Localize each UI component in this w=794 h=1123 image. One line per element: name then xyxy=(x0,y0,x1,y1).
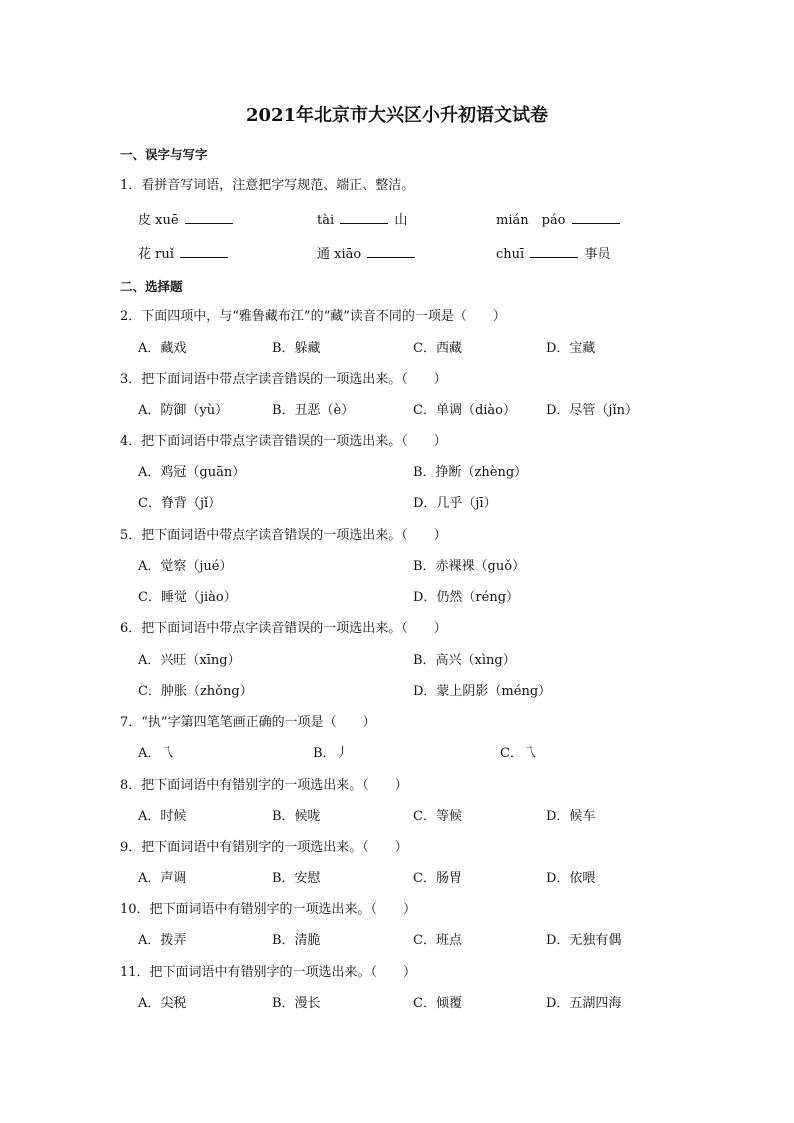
option-a[interactable]: A．藏戏 xyxy=(138,341,187,356)
option-c[interactable]: C．班点 xyxy=(413,933,462,948)
question-5-stem: 5．把下面词语中带点字读音错误的一项选出来。（ ） xyxy=(120,528,447,543)
option-a[interactable]: A．兴旺（xīng） xyxy=(138,653,241,668)
pinyin-item-5 xyxy=(317,243,417,265)
option-c[interactable]: C．单调（diào） xyxy=(413,403,517,418)
page-title: 2021年北京市大兴区小升初语文试卷 xyxy=(245,105,549,126)
pinyin-label: tài xyxy=(317,213,335,228)
option-b[interactable]: B．漫长 xyxy=(272,996,321,1011)
option-d[interactable]: D．宝藏 xyxy=(546,341,596,356)
question-4-stem: 4．把下面词语中带点字读音错误的一项选出来。（ ） xyxy=(120,434,447,449)
pinyin-item-6 xyxy=(496,243,610,265)
option-b[interactable]: B．清脆 xyxy=(272,933,321,948)
answer-blank[interactable] xyxy=(180,243,228,258)
question-11-stem: 11．把下面词语中有错别字的一项选出来。（ ） xyxy=(120,965,417,980)
option-b[interactable]: B．躲藏 xyxy=(272,341,321,356)
option-a[interactable]: A．觉察（jué） xyxy=(138,559,233,574)
option-b[interactable]: B．高兴（xìng） xyxy=(413,653,516,668)
option-a[interactable]: A．鸡冠（guān） xyxy=(138,465,246,480)
pinyin-label: chuī xyxy=(496,247,525,262)
option-d[interactable]: D．五湖四海 xyxy=(546,996,622,1011)
option-d[interactable]: D．依喂 xyxy=(546,871,596,886)
pinyin-item-3 xyxy=(496,209,622,231)
question-8-stem: 8．把下面词语中有错别字的一项选出来。（ ） xyxy=(120,778,408,793)
section-heading-2: 二、选择题 xyxy=(120,279,183,294)
option-d[interactable]: D．无独有偶 xyxy=(546,933,622,948)
pinyin-label: 皮 xuē xyxy=(138,213,179,228)
option-d[interactable]: D．候车 xyxy=(546,809,596,824)
option-a[interactable]: A．尖税 xyxy=(138,996,187,1011)
answer-blank[interactable] xyxy=(572,209,620,224)
pinyin-label: 花 ruǐ xyxy=(138,247,174,262)
question-9-stem: 9．把下面词语中有错别字的一项选出来。（ ） xyxy=(120,840,408,855)
option-c[interactable]: C．脊背（jǐ） xyxy=(138,496,222,511)
pinyin-item-1 xyxy=(138,209,235,231)
option-d[interactable]: D．蒙上阴影（méng） xyxy=(413,684,552,699)
question-6-stem: 6．把下面词语中带点字读音错误的一项选出来。（ ） xyxy=(120,621,447,636)
option-a[interactable]: A．声调 xyxy=(138,871,187,886)
answer-blank[interactable] xyxy=(367,243,415,258)
option-a[interactable]: A．时候 xyxy=(138,809,187,824)
option-c[interactable]: C．乁 xyxy=(500,746,536,761)
option-b[interactable]: B．挣断（zhèng） xyxy=(413,465,528,480)
pinyin-label: mián páo xyxy=(496,213,566,228)
option-b[interactable]: B．赤裸裸（guǒ） xyxy=(413,559,526,574)
option-c[interactable]: C．肠胃 xyxy=(413,871,462,886)
option-a[interactable]: A．防御（yù） xyxy=(138,403,229,418)
pinyin-item-4 xyxy=(138,243,230,265)
option-c[interactable]: C．睡觉（jiào） xyxy=(138,590,237,605)
option-c[interactable]: C．西藏 xyxy=(413,341,462,356)
question-1-stem: 1．看拼音写词语，注意把字写规范、端正、整洁。 xyxy=(120,178,415,193)
question-10-stem: 10．把下面词语中有错别字的一项选出来。（ ） xyxy=(120,902,417,917)
pinyin-suffix: 事员 xyxy=(584,247,611,262)
answer-blank[interactable] xyxy=(530,243,578,258)
pinyin-label: 通 xiāo xyxy=(317,247,362,262)
answer-blank[interactable] xyxy=(340,209,388,224)
option-c[interactable]: C．倾覆 xyxy=(413,996,462,1011)
question-3-stem: 3．把下面词语中带点字读音错误的一项选出来。（ ） xyxy=(120,372,447,387)
section-heading-1: 一、误字与写字 xyxy=(120,147,208,162)
option-b[interactable]: B．丑恶（è） xyxy=(272,403,355,418)
option-a[interactable]: A．乁 xyxy=(138,746,174,761)
option-b[interactable]: B．安慰 xyxy=(272,871,321,886)
option-c[interactable]: C．等候 xyxy=(413,809,462,824)
option-a[interactable]: A．拨弄 xyxy=(138,933,187,948)
option-d[interactable]: D．几乎（jī） xyxy=(413,496,497,511)
pinyin-suffix: 山 xyxy=(394,213,408,228)
option-d[interactable]: D．仍然（réng） xyxy=(413,590,520,605)
option-c[interactable]: C．肿胀（zhǒng） xyxy=(138,684,253,699)
pinyin-item-2 xyxy=(317,209,407,231)
option-b[interactable]: B．候咙 xyxy=(272,809,321,824)
question-2-stem: 2．下面四项中，与“雅鲁藏布江”的“藏”读音不同的一项是（ ） xyxy=(120,309,506,324)
answer-blank[interactable] xyxy=(185,209,233,224)
option-b[interactable]: B．丿 xyxy=(313,746,349,761)
option-d[interactable]: D．尽管（jǐn） xyxy=(546,403,638,418)
question-7-stem: 7．“执”字第四笔笔画正确的一项是（ ） xyxy=(120,715,376,730)
